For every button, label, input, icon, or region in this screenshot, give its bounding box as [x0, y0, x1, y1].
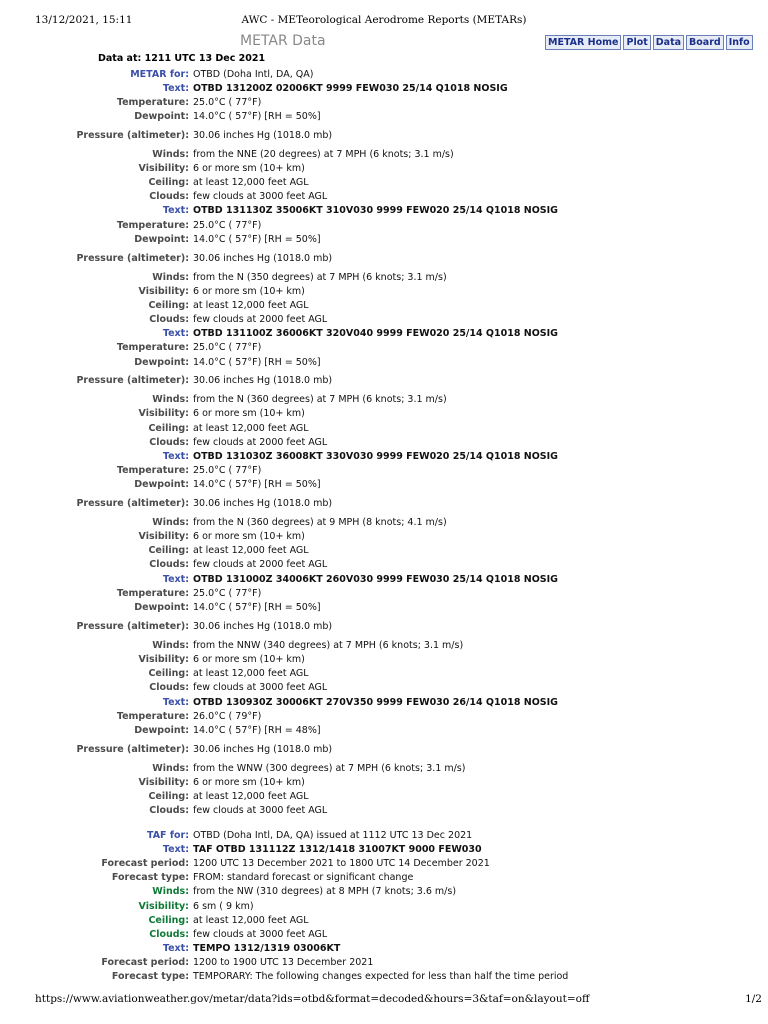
row-value: OTBD 131130Z 35006KT 310V030 9999 FEW020 25/14 Q1018 NOSIG [193, 205, 558, 216]
row-label: Text: [162, 327, 189, 339]
row-label: Clouds: [149, 558, 189, 570]
report-row [0, 559, 768, 570]
row-value: at least 12,000 feet AGL [193, 177, 309, 188]
row-value: 14.0°C ( 57°F) [RH = 50%] [193, 234, 321, 245]
row-value: 25.0°C ( 77°F) [193, 97, 262, 108]
row-value: few clouds at 2000 feet AGL [193, 559, 328, 570]
report-row [0, 640, 768, 651]
row-value: from the NNW (340 degrees) at 7 MPH (6 knots; 3.1 m/s) [193, 640, 464, 651]
row-label: Clouds: [149, 313, 189, 325]
row-value: 30.06 inches Hg (1018.0 mb) [193, 498, 333, 509]
top-nav [545, 35, 753, 50]
row-label: Dewpoint: [134, 724, 189, 736]
nav-plot-button[interactable]: Plot [623, 35, 650, 50]
row-value: from the N (360 degrees) at 9 MPH (8 knots; 4.1 m/s) [193, 517, 447, 528]
row-value: 25.0°C ( 77°F) [193, 220, 262, 231]
row-label: Visibility: [138, 776, 189, 788]
report-row [0, 300, 768, 311]
row-label: Winds: [152, 639, 189, 651]
row-label: Clouds: [149, 190, 189, 202]
report-row [0, 777, 768, 788]
row-label: Text: [162, 696, 189, 708]
nav-data-button[interactable]: Data [653, 35, 684, 50]
report-row [0, 915, 768, 926]
row-value: OTBD (Doha Intl, DA, QA) [193, 69, 314, 80]
row-value: at least 12,000 feet AGL [193, 300, 309, 311]
row-label: Temperature: [116, 464, 189, 476]
row-label: Winds: [152, 516, 189, 528]
report-row [0, 872, 768, 883]
report-row [0, 545, 768, 556]
row-value: 14.0°C ( 57°F) [RH = 50%] [193, 111, 321, 122]
report-row [0, 423, 768, 434]
row-label: Ceiling: [148, 667, 189, 679]
row-value: 6 sm ( 9 km) [193, 901, 254, 912]
report-row [0, 111, 768, 122]
row-label: Temperature: [116, 341, 189, 353]
row-label: Clouds: [149, 681, 189, 693]
row-value: 25.0°C ( 77°F) [193, 588, 262, 599]
row-value: 6 or more sm (10+ km) [193, 163, 305, 174]
row-label: Text: [162, 204, 189, 216]
row-label: Forecast period: [101, 956, 189, 968]
row-value: FROM: standard forecast or significant change [193, 872, 414, 883]
print-page-number: 1/2 [745, 993, 762, 1005]
row-value: from the N (350 degrees) at 7 MPH (6 knots; 3.1 m/s) [193, 272, 447, 283]
row-label: Ceiling: [148, 299, 189, 311]
report-row [0, 205, 768, 216]
row-value: from the WNW (300 degrees) at 7 MPH (6 knots; 3.1 m/s) [193, 763, 466, 774]
row-value: TAF OTBD 131112Z 1312/1418 31007KT 9000 FEW030 [193, 844, 482, 855]
row-value: at least 12,000 feet AGL [193, 545, 309, 556]
report-row [0, 602, 768, 613]
report-row [0, 83, 768, 94]
nav-info-button[interactable]: Info [726, 35, 753, 50]
row-value: from the NNE (20 degrees) at 7 MPH (6 knots; 3.1 m/s) [193, 149, 454, 160]
report-row [0, 253, 768, 264]
report-row [0, 375, 768, 386]
row-label: Dewpoint: [134, 478, 189, 490]
row-value: 26.0°C ( 79°F) [193, 711, 262, 722]
row-value: few clouds at 3000 feet AGL [193, 682, 328, 693]
report-row [0, 971, 768, 982]
report-row [0, 517, 768, 528]
row-label: Visibility: [138, 653, 189, 665]
nav-metar-home-button[interactable]: METAR Home [545, 35, 621, 50]
report-row [0, 901, 768, 912]
row-value: 25.0°C ( 77°F) [193, 465, 262, 476]
row-value: 14.0°C ( 57°F) [RH = 50%] [193, 357, 321, 368]
row-value: 30.06 inches Hg (1018.0 mb) [193, 253, 333, 264]
row-label: Visibility: [138, 407, 189, 419]
report-row [0, 744, 768, 755]
report-row [0, 886, 768, 897]
report-row [0, 314, 768, 325]
report-row [0, 844, 768, 855]
row-value: 6 or more sm (10+ km) [193, 286, 305, 297]
report-row [0, 621, 768, 632]
row-value: few clouds at 3000 feet AGL [193, 805, 328, 816]
row-value: 14.0°C ( 57°F) [RH = 48%] [193, 725, 321, 736]
row-label: Winds: [152, 762, 189, 774]
report-row [0, 451, 768, 462]
row-label: Temperature: [116, 710, 189, 722]
report-row [0, 711, 768, 722]
row-value: from the N (360 degrees) at 7 MPH (6 knots; 3.1 m/s) [193, 394, 447, 405]
row-label: Ceiling: [148, 176, 189, 188]
row-label: Visibility: [138, 285, 189, 297]
row-value: 6 or more sm (10+ km) [193, 408, 305, 419]
row-value: 1200 to 1900 UTC 13 December 2021 [193, 957, 374, 968]
row-label: Text: [162, 450, 189, 462]
report-row [0, 163, 768, 174]
row-label: Ceiling: [148, 790, 189, 802]
row-label: Text: [162, 573, 189, 585]
row-label: Text: [162, 942, 189, 954]
report-row [0, 130, 768, 141]
row-label: Temperature: [116, 219, 189, 231]
row-value: few clouds at 3000 feet AGL [193, 191, 328, 202]
report-row [0, 943, 768, 954]
report-row [0, 177, 768, 188]
report-row [0, 957, 768, 968]
report-row [0, 408, 768, 419]
print-url: https://www.aviationweather.gov/metar/data?ids=otbd&format=decoded&hours=3&taf=on&layout=off [35, 993, 590, 1005]
row-value: TEMPORARY: The following changes expected for less than half the time period [193, 971, 569, 982]
report-row [0, 791, 768, 802]
row-label: Pressure (altimeter): [76, 743, 189, 755]
report-row [0, 805, 768, 816]
report-row [0, 588, 768, 599]
print-header [0, 14, 768, 30]
report-row [0, 191, 768, 202]
row-label: TAF for: [146, 829, 189, 841]
row-label: Winds: [152, 393, 189, 405]
row-value: 30.06 inches Hg (1018.0 mb) [193, 621, 333, 632]
row-value: TEMPO 1312/1319 03006KT [193, 943, 341, 954]
row-label: Text: [162, 82, 189, 94]
print-datetime: 13/12/2021, 15:11 [35, 14, 133, 26]
row-label: METAR for: [130, 68, 189, 80]
row-label: Ceiling: [148, 422, 189, 434]
row-label: Forecast type: [111, 970, 189, 982]
row-label: Dewpoint: [134, 601, 189, 613]
report-row [0, 220, 768, 231]
nav-board-button[interactable]: Board [686, 35, 724, 50]
row-value: few clouds at 2000 feet AGL [193, 314, 328, 325]
row-value: 30.06 inches Hg (1018.0 mb) [193, 744, 333, 755]
row-label: Clouds: [149, 804, 189, 816]
row-value: 14.0°C ( 57°F) [RH = 50%] [193, 602, 321, 613]
row-label: Winds: [152, 271, 189, 283]
row-value: 30.06 inches Hg (1018.0 mb) [193, 130, 333, 141]
row-label: Temperature: [116, 96, 189, 108]
row-label: Visibility: [138, 900, 189, 912]
row-value: at least 12,000 feet AGL [193, 791, 309, 802]
report-row [0, 97, 768, 108]
report-row [0, 725, 768, 736]
report-row [0, 654, 768, 665]
report-row [0, 858, 768, 869]
report-row [0, 697, 768, 708]
report-row [0, 272, 768, 283]
row-label: Visibility: [138, 162, 189, 174]
row-value: OTBD 131030Z 36008KT 330V030 9999 FEW020 25/14 Q1018 NOSIG [193, 451, 558, 462]
report-row [0, 668, 768, 679]
row-value: from the NW (310 degrees) at 8 MPH (7 knots; 3.6 m/s) [193, 886, 457, 897]
row-value: 30.06 inches Hg (1018.0 mb) [193, 375, 333, 386]
row-label: Dewpoint: [134, 233, 189, 245]
report-row [0, 286, 768, 297]
print-footer [0, 993, 768, 1009]
report-row [0, 830, 768, 841]
row-value: 6 or more sm (10+ km) [193, 654, 305, 665]
row-value: 1200 UTC 13 December 2021 to 1800 UTC 14 December 2021 [193, 858, 490, 869]
report-row [0, 574, 768, 585]
row-value: 6 or more sm (10+ km) [193, 777, 305, 788]
report-row [0, 682, 768, 693]
row-value: at least 12,000 feet AGL [193, 423, 309, 434]
report-row [0, 328, 768, 339]
report-row [0, 69, 768, 80]
report-row [0, 763, 768, 774]
row-value: OTBD 131000Z 34006KT 260V030 9999 FEW030 25/14 Q1018 NOSIG [193, 574, 558, 585]
report-row [0, 531, 768, 542]
row-label: Winds: [152, 148, 189, 160]
report-row [0, 929, 768, 940]
report-row [0, 465, 768, 476]
row-label: Pressure (altimeter): [76, 620, 189, 632]
row-value: OTBD 131200Z 02006KT 9999 FEW030 25/14 Q1018 NOSIG [193, 83, 508, 94]
row-label: Text: [162, 843, 189, 855]
row-label: Forecast type: [111, 871, 189, 883]
row-value: 6 or more sm (10+ km) [193, 531, 305, 542]
row-value: at least 12,000 feet AGL [193, 915, 309, 926]
site-brand: METAR Data [240, 33, 326, 49]
report-row [0, 479, 768, 490]
report-row [0, 234, 768, 245]
report-row [0, 394, 768, 405]
row-label: Forecast period: [101, 857, 189, 869]
row-label: Clouds: [149, 928, 189, 940]
row-label: Winds: [152, 885, 189, 897]
print-page-title: AWC - METeorological Aerodrome Reports (METARs) [241, 14, 527, 26]
row-value: OTBD 131100Z 36006KT 320V040 9999 FEW020 25/14 Q1018 NOSIG [193, 328, 558, 339]
report-row [0, 357, 768, 368]
row-label: Ceiling: [148, 544, 189, 556]
row-value: OTBD 130930Z 30006KT 270V350 9999 FEW030 26/14 Q1018 NOSIG [193, 697, 558, 708]
row-value: 14.0°C ( 57°F) [RH = 50%] [193, 479, 321, 490]
data-timestamp: Data at: 1211 UTC 13 Dec 2021 [98, 53, 266, 64]
report-row [0, 498, 768, 509]
report-row [0, 437, 768, 448]
row-value: OTBD (Doha Intl, DA, QA) issued at 1112 UTC 13 Dec 2021 [193, 830, 473, 841]
row-label: Pressure (altimeter): [76, 252, 189, 264]
row-label: Pressure (altimeter): [76, 129, 189, 141]
row-label: Dewpoint: [134, 356, 189, 368]
row-label: Visibility: [138, 530, 189, 542]
row-label: Dewpoint: [134, 110, 189, 122]
report-row [0, 149, 768, 160]
row-label: Clouds: [149, 436, 189, 448]
row-value: few clouds at 3000 feet AGL [193, 929, 328, 940]
row-value: at least 12,000 feet AGL [193, 668, 309, 679]
row-value: few clouds at 2000 feet AGL [193, 437, 328, 448]
report-row [0, 342, 768, 353]
row-value: 25.0°C ( 77°F) [193, 342, 262, 353]
row-label: Ceiling: [148, 914, 189, 926]
row-label: Temperature: [116, 587, 189, 599]
row-label: Pressure (altimeter): [76, 497, 189, 509]
row-label: Pressure (altimeter): [76, 374, 189, 386]
